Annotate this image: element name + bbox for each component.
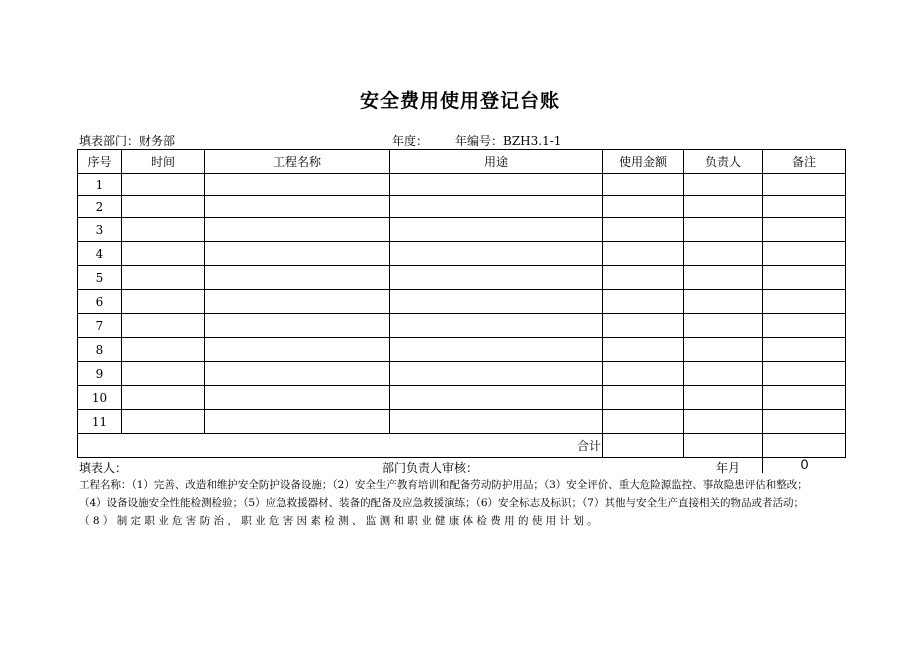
cell-amount[interactable]	[603, 174, 684, 196]
page-title: 安全费用使用登记台账	[359, 90, 560, 112]
table-row	[78, 410, 846, 434]
cell-project[interactable]	[205, 314, 390, 338]
cell-project[interactable]	[205, 386, 390, 410]
cell-time[interactable]	[122, 196, 205, 218]
row-index: 4	[78, 242, 122, 266]
cell-project[interactable]	[205, 242, 390, 266]
cell-project[interactable]	[205, 174, 390, 196]
table-row	[78, 218, 846, 242]
total-value: 0	[762, 456, 846, 473]
cell-owner[interactable]	[684, 242, 763, 266]
cell-remarks[interactable]	[763, 290, 846, 314]
cell-time[interactable]	[122, 338, 205, 362]
row-index: 10	[78, 386, 122, 410]
cell-project[interactable]	[205, 266, 390, 290]
col-header-time: 时间	[122, 150, 205, 174]
cell-amount[interactable]	[603, 290, 684, 314]
cell-remarks[interactable]	[763, 266, 846, 290]
table-row	[78, 266, 846, 290]
cell-purpose[interactable]	[390, 410, 603, 434]
row-index: 8	[78, 338, 122, 362]
ledger-table	[77, 149, 846, 458]
cell-remarks[interactable]	[763, 410, 846, 434]
table-row	[78, 174, 846, 196]
cell-owner[interactable]	[684, 410, 763, 434]
row-index: 11	[78, 410, 122, 434]
row-index: 9	[78, 362, 122, 386]
cell-remarks[interactable]	[763, 362, 846, 386]
row-index: 5	[78, 266, 122, 290]
cell-purpose[interactable]	[390, 362, 603, 386]
cell-remarks[interactable]	[763, 174, 846, 196]
department-label: 填表部门：财务部	[79, 134, 176, 148]
cell-amount[interactable]	[603, 362, 684, 386]
total-owner-cell[interactable]	[684, 434, 763, 458]
cell-purpose[interactable]	[390, 386, 603, 410]
col-header-owner: 负责人	[684, 150, 763, 174]
cell-owner[interactable]	[684, 174, 763, 196]
cell-project[interactable]	[205, 410, 390, 434]
cell-remarks[interactable]	[763, 196, 846, 218]
table-row	[78, 386, 846, 410]
date-label: 年月	[716, 461, 741, 475]
cell-time[interactable]	[122, 266, 205, 290]
total-amount-cell[interactable]	[603, 434, 684, 458]
notes-line-1: 工程名称：（1）完善、改造和维护安全防护设备设施；（2）安全生产教育培训和配备劳动防护用品；（3）安全评价、重大危险源监控、事故隐患评估和整改；	[79, 479, 808, 491]
filler-label: 填表人：	[79, 461, 128, 475]
total-label: 合计	[78, 434, 603, 458]
form-number: 年编号：BZH3.1-1	[455, 134, 562, 148]
row-index: 1	[78, 174, 122, 196]
cell-time[interactable]	[122, 362, 205, 386]
cell-remarks[interactable]	[763, 242, 846, 266]
cell-owner[interactable]	[684, 314, 763, 338]
notes-line-2: （4）设备设施安全性能检测检验；（5）应急救援器材、装备的配备及应急救援演练；（6）安全标志及标识；（7）其他与安全生产直接相关的物品或者活动；	[79, 497, 804, 509]
cell-amount[interactable]	[603, 196, 684, 218]
cell-owner[interactable]	[684, 266, 763, 290]
col-header-index: 序号	[78, 150, 122, 174]
cell-remarks[interactable]	[763, 338, 846, 362]
cell-purpose[interactable]	[390, 196, 603, 218]
cell-owner[interactable]	[684, 290, 763, 314]
cell-time[interactable]	[122, 410, 205, 434]
cell-owner[interactable]	[684, 338, 763, 362]
col-header-purpose: 用途	[390, 150, 603, 174]
col-header-amount: 使用金额	[603, 150, 684, 174]
total-remarks-cell[interactable]	[763, 434, 846, 458]
table-row	[78, 314, 846, 338]
cell-purpose[interactable]	[390, 174, 603, 196]
cell-amount[interactable]	[603, 410, 684, 434]
notes-line-3: （ 8 ） 制 定 职 业 危 害 防 治 ， 职 业 危 害 因 素 检 测 、 监 测 和 职 业 健 康 体 检 费 用 的 使 用 计 划 。	[79, 515, 598, 527]
row-index: 3	[78, 218, 122, 242]
cell-amount[interactable]	[603, 338, 684, 362]
cell-time[interactable]	[122, 218, 205, 242]
cell-purpose[interactable]	[390, 290, 603, 314]
total-row	[78, 434, 846, 458]
cell-amount[interactable]	[603, 386, 684, 410]
cell-owner[interactable]	[684, 196, 763, 218]
cell-project[interactable]	[205, 362, 390, 386]
cell-remarks[interactable]	[763, 314, 846, 338]
row-index: 6	[78, 290, 122, 314]
cell-purpose[interactable]	[390, 338, 603, 362]
cell-purpose[interactable]	[390, 266, 603, 290]
cell-amount[interactable]	[603, 266, 684, 290]
cell-time[interactable]	[122, 290, 205, 314]
col-header-remarks: 备注	[763, 150, 846, 174]
cell-project[interactable]	[205, 290, 390, 314]
table-row	[78, 290, 846, 314]
cell-project[interactable]	[205, 218, 390, 242]
cell-remarks[interactable]	[763, 218, 846, 242]
row-index: 7	[78, 314, 122, 338]
cell-remarks[interactable]	[763, 386, 846, 410]
cell-purpose[interactable]	[390, 314, 603, 338]
cell-purpose[interactable]	[390, 242, 603, 266]
cell-amount[interactable]	[603, 242, 684, 266]
table-row	[78, 362, 846, 386]
reviewer-label: 部门负责人审核：	[382, 461, 479, 475]
cell-owner[interactable]	[684, 362, 763, 386]
cell-time[interactable]	[122, 242, 205, 266]
year-label: 年度：	[392, 134, 429, 148]
cell-purpose[interactable]	[390, 218, 603, 242]
cell-owner[interactable]	[684, 386, 763, 410]
cell-project[interactable]	[205, 338, 390, 362]
table-row	[78, 196, 846, 218]
cell-amount[interactable]	[603, 314, 684, 338]
row-index: 2	[78, 196, 122, 218]
cell-time[interactable]	[122, 314, 205, 338]
cell-time[interactable]	[122, 174, 205, 196]
cell-amount[interactable]	[603, 218, 684, 242]
table-row	[78, 242, 846, 266]
table-row	[78, 338, 846, 362]
cell-project[interactable]	[205, 196, 390, 218]
col-header-project: 工程名称	[205, 150, 390, 174]
header-row	[78, 150, 846, 174]
cell-time[interactable]	[122, 386, 205, 410]
cell-owner[interactable]	[684, 218, 763, 242]
